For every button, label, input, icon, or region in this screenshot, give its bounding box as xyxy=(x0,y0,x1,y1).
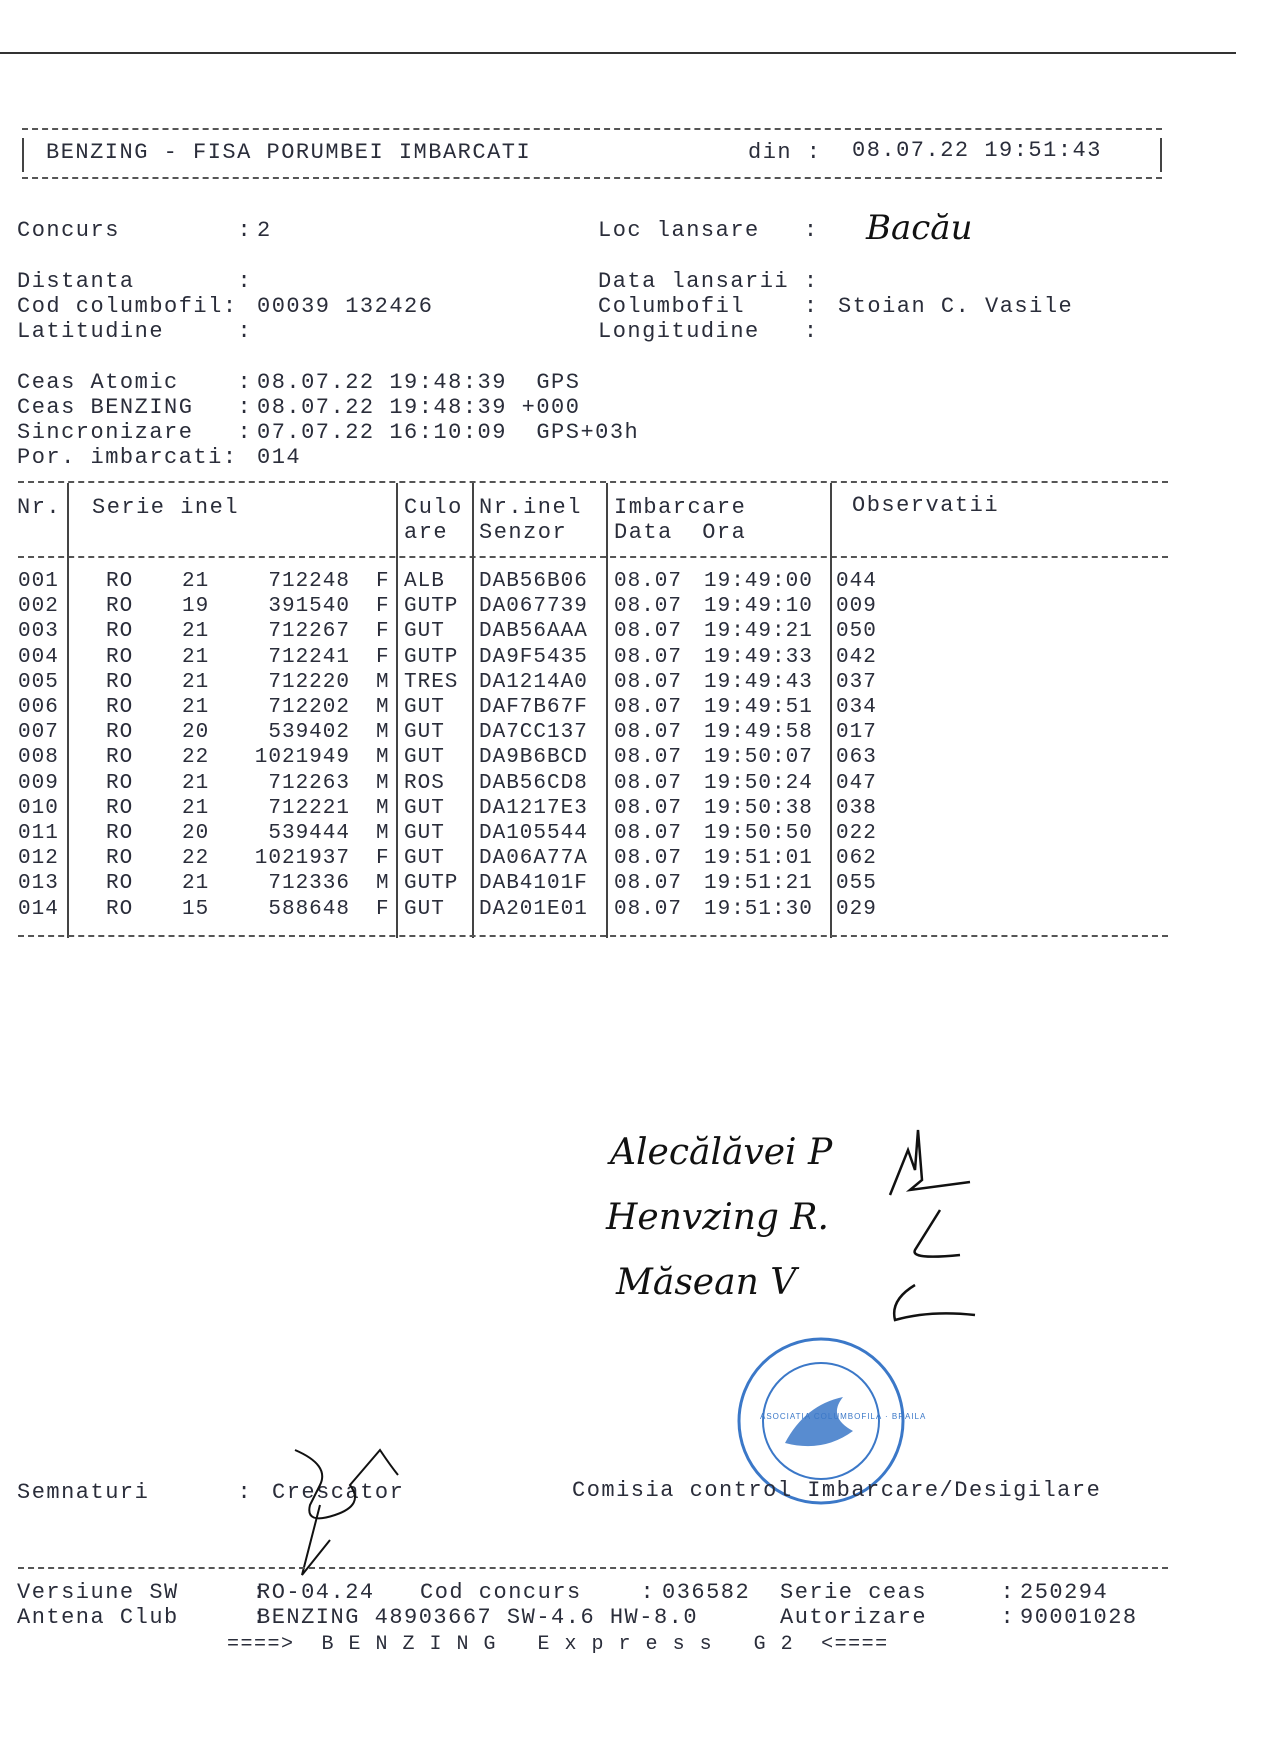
cell-ora: 19:50:07 xyxy=(704,746,813,770)
cell-ora: 19:51:21 xyxy=(704,872,813,896)
cod-concurs-label: Cod concurs : xyxy=(420,1580,656,1605)
columbofil-value: Stoian C. Vasile xyxy=(838,294,1074,319)
cell-ora: 19:50:38 xyxy=(704,796,813,820)
cell-obs: 037 xyxy=(836,670,877,694)
top-rule xyxy=(0,52,1236,54)
cell-tara: RO xyxy=(106,822,134,845)
cell-culoare: GUT xyxy=(404,822,445,845)
col-header-nr-inel: Nr.inel xyxy=(479,495,582,520)
cell-sex: M xyxy=(376,822,390,845)
handwritten-name-2: Henvzing R. xyxy=(606,1197,829,1238)
cell-nr: 013 xyxy=(18,872,59,896)
cell-obs: 050 xyxy=(836,620,877,644)
cell-inel: 539444 xyxy=(268,822,350,845)
cell-culoare: GUT xyxy=(404,796,445,820)
cell-tara: RO xyxy=(106,872,134,896)
cell-ora: 19:49:10 xyxy=(704,595,813,619)
cell-nr: 009 xyxy=(18,771,59,795)
cell-data: 08.07 xyxy=(614,670,683,694)
cell-senzor: DA201E01 xyxy=(479,897,588,921)
cell-nr: 004 xyxy=(18,645,59,669)
cell-sex: M xyxy=(376,696,390,719)
cell-inel: 712202 xyxy=(268,696,350,719)
cell-an: 20 xyxy=(182,721,210,745)
cell-sex: M xyxy=(376,721,390,745)
cell-sex: F xyxy=(376,645,390,669)
cell-ora: 19:50:24 xyxy=(704,771,813,795)
header-box-top xyxy=(22,128,1162,130)
header-din-label: din : xyxy=(748,140,822,165)
cell-inel: 1021949 xyxy=(254,746,350,770)
concurs-value: 2 xyxy=(257,218,272,243)
cell-nr: 008 xyxy=(18,746,59,770)
cell-culoare: GUT xyxy=(404,897,445,921)
cell-sex: M xyxy=(376,872,390,896)
cell-senzor: DA06A77A xyxy=(479,847,588,871)
cell-senzor: DA1214A0 xyxy=(479,670,588,694)
cod-concurs-value: 036582 xyxy=(662,1580,751,1605)
cell-inel: 588648 xyxy=(268,897,350,921)
col-header-observatii: Observatii xyxy=(852,493,1000,518)
col-header-imbarcare: Imbarcare xyxy=(614,495,747,520)
cell-senzor: DA7CC137 xyxy=(479,721,588,745)
cell-an: 21 xyxy=(182,620,210,644)
cell-culoare: GUT xyxy=(404,746,445,770)
cell-tara: RO xyxy=(106,897,134,921)
cell-inel: 712336 xyxy=(268,872,350,896)
crescator-signature xyxy=(290,1445,410,1580)
cod-columbofil-value: 00039 132426 xyxy=(257,294,434,319)
cell-inel: 712248 xyxy=(268,570,350,593)
cell-senzor: DAF7B67F xyxy=(479,696,588,719)
cell-inel: 712241 xyxy=(268,645,350,669)
cell-obs: 009 xyxy=(836,595,877,619)
cell-senzor: DA105544 xyxy=(479,822,588,845)
cell-ora: 19:49:51 xyxy=(704,696,813,719)
cell-nr: 011 xyxy=(18,822,59,845)
por-imbarcati-value: 014 xyxy=(257,445,302,470)
cell-data: 08.07 xyxy=(614,645,683,669)
cell-ora: 19:49:58 xyxy=(704,721,813,745)
cell-nr: 003 xyxy=(18,620,59,644)
cell-data: 08.07 xyxy=(614,721,683,745)
table-bottom-rule xyxy=(18,935,1168,937)
cell-ora: 19:49:00 xyxy=(704,570,813,593)
cell-an: 15 xyxy=(182,897,210,921)
cell-sex: F xyxy=(376,620,390,644)
cell-tara: RO xyxy=(106,796,134,820)
antena-label: Antena Club : xyxy=(17,1605,267,1630)
header-box-bottom xyxy=(22,177,1162,179)
cell-nr: 010 xyxy=(18,796,59,820)
col-sep-5 xyxy=(830,483,832,938)
cell-senzor: DAB56CD8 xyxy=(479,771,588,795)
cell-an: 21 xyxy=(182,872,210,896)
cell-an: 21 xyxy=(182,696,210,719)
por-imbarcati-label: Por. imbarcati: xyxy=(17,445,238,470)
cell-sex: F xyxy=(376,595,390,619)
columbofil-label: Columbofil : xyxy=(598,294,819,319)
cell-inel: 712263 xyxy=(268,771,350,795)
handwritten-name-3: Măsean V xyxy=(616,1262,797,1303)
header-box-left xyxy=(22,138,24,172)
col-sep-3 xyxy=(472,483,474,938)
cell-inel: 391540 xyxy=(268,595,350,619)
cell-culoare: ALB xyxy=(404,570,445,593)
cell-culoare: GUTP xyxy=(404,595,459,619)
cell-an: 21 xyxy=(182,796,210,820)
cell-senzor: DA9F5435 xyxy=(479,645,588,669)
club-stamp-text: ASOCIATIA COLUMBOFILA · BRAILA xyxy=(760,1412,927,1421)
col-sep-4 xyxy=(606,483,608,938)
cell-culoare: GUTP xyxy=(404,872,459,896)
data-lansarii-label: Data lansarii : xyxy=(598,269,819,294)
col-header-senzor: Senzor xyxy=(479,520,568,545)
cell-ora: 19:49:33 xyxy=(704,645,813,669)
cell-data: 08.07 xyxy=(614,771,683,795)
cell-data: 08.07 xyxy=(614,796,683,820)
cell-nr: 006 xyxy=(18,696,59,719)
cell-tara: RO xyxy=(106,645,134,669)
cell-inel: 712267 xyxy=(268,620,350,644)
col-header-are: are xyxy=(404,520,449,545)
cell-an: 22 xyxy=(182,847,210,871)
handwritten-name-1: Alecălăvei P xyxy=(610,1132,833,1173)
cell-sex: F xyxy=(376,847,390,871)
cell-tara: RO xyxy=(106,847,134,871)
cell-data: 08.07 xyxy=(614,847,683,871)
cell-culoare: ROS xyxy=(404,771,445,795)
cell-data: 08.07 xyxy=(614,897,683,921)
cell-nr: 007 xyxy=(18,721,59,745)
cell-nr: 001 xyxy=(18,570,59,593)
cell-data: 08.07 xyxy=(614,696,683,719)
cell-obs: 062 xyxy=(836,847,877,871)
cell-tara: RO xyxy=(106,570,134,593)
col-header-data-ora: Data Ora xyxy=(614,520,747,545)
cell-senzor: DA9B6BCD xyxy=(479,746,588,770)
ceas-benzing-value: 08.07.22 19:48:39 +000 xyxy=(257,395,581,420)
cell-nr: 002 xyxy=(18,595,59,619)
cell-tara: RO xyxy=(106,746,134,770)
cell-senzor: DAB4101F xyxy=(479,872,588,896)
cell-inel: 1021937 xyxy=(254,847,350,871)
cell-tara: RO xyxy=(106,771,134,795)
cell-obs: 063 xyxy=(836,746,877,770)
cell-sex: M xyxy=(376,771,390,795)
cell-nr: 012 xyxy=(18,847,59,871)
cell-nr: 005 xyxy=(18,670,59,694)
cell-data: 08.07 xyxy=(614,595,683,619)
cell-inel: 712220 xyxy=(268,670,350,694)
cell-inel: 539402 xyxy=(268,721,350,745)
cell-obs: 034 xyxy=(836,696,877,719)
cell-an: 19 xyxy=(182,595,210,619)
cell-ora: 19:51:01 xyxy=(704,847,813,871)
cell-culoare: GUT xyxy=(404,847,445,871)
cell-sex: M xyxy=(376,670,390,694)
col-sep-2 xyxy=(396,483,398,938)
cell-sex: M xyxy=(376,746,390,770)
header-datetime: 08.07.22 19:51:43 xyxy=(852,138,1102,163)
cell-obs: 017 xyxy=(836,721,877,745)
cell-culoare: GUT xyxy=(404,721,445,745)
cod-columbofil-label: Cod columbofil: xyxy=(17,294,238,319)
cell-obs: 055 xyxy=(836,872,877,896)
cell-tara: RO xyxy=(106,721,134,745)
loc-lansare-value: Bacău xyxy=(866,208,973,248)
cell-ora: 19:49:43 xyxy=(704,670,813,694)
ceas-atomic-label: Ceas Atomic : xyxy=(17,370,253,395)
concurs-label: Concurs : xyxy=(17,218,253,243)
cell-an: 22 xyxy=(182,746,210,770)
cell-obs: 029 xyxy=(836,897,877,921)
antena-value: BENZING 48903667 SW-4.6 HW-8.0 xyxy=(257,1605,699,1630)
cell-senzor: DA1217E3 xyxy=(479,796,588,820)
col-header-nr: Nr. xyxy=(17,495,62,520)
semnaturi-label: Semnaturi : xyxy=(17,1480,253,1505)
cell-culoare: GUTP xyxy=(404,645,459,669)
cell-obs: 044 xyxy=(836,570,877,593)
cell-ora: 19:49:21 xyxy=(704,620,813,644)
serie-ceas-label: Serie ceas : xyxy=(780,1580,1016,1605)
cell-culoare: GUT xyxy=(404,696,445,719)
cell-inel: 712221 xyxy=(268,796,350,820)
table-header-rule xyxy=(18,556,1168,558)
cell-obs: 047 xyxy=(836,771,877,795)
table-top-rule xyxy=(18,481,1168,483)
header-box-right xyxy=(1160,138,1162,172)
latitudine-label: Latitudine : xyxy=(17,319,253,344)
col-sep-1 xyxy=(67,483,69,938)
crescator-label: Crescator xyxy=(272,1480,405,1505)
longitudine-label: Longitudine : xyxy=(598,319,819,344)
cell-culoare: GUT xyxy=(404,620,445,644)
document-title: BENZING - FISA PORUMBEI IMBARCATI xyxy=(46,140,532,165)
cell-an: 21 xyxy=(182,570,210,593)
cell-ora: 19:50:50 xyxy=(704,822,813,845)
cell-ora: 19:51:30 xyxy=(704,897,813,921)
cell-data: 08.07 xyxy=(614,620,683,644)
cell-an: 21 xyxy=(182,645,210,669)
commission-signatures xyxy=(870,1110,990,1340)
footer-rule xyxy=(18,1567,1168,1569)
sincronizare-value: 07.07.22 16:10:09 GPS+03h xyxy=(257,420,640,445)
cell-an: 21 xyxy=(182,670,210,694)
cell-tara: RO xyxy=(106,670,134,694)
cell-sex: F xyxy=(376,897,390,921)
cell-obs: 038 xyxy=(836,796,877,820)
cell-an: 21 xyxy=(182,771,210,795)
cell-data: 08.07 xyxy=(614,822,683,845)
versiune-value: RO-04.24 xyxy=(257,1580,375,1605)
autorizare-label: Autorizare : xyxy=(780,1605,1016,1630)
col-header-culo: Culo xyxy=(404,495,463,520)
cell-sex: F xyxy=(376,570,390,593)
cell-senzor: DAB56AAA xyxy=(479,620,588,644)
cell-data: 08.07 xyxy=(614,570,683,593)
cell-an: 20 xyxy=(182,822,210,845)
cell-data: 08.07 xyxy=(614,746,683,770)
cell-tara: RO xyxy=(106,620,134,644)
cell-tara: RO xyxy=(106,696,134,719)
cell-sex: M xyxy=(376,796,390,820)
cell-tara: RO xyxy=(106,595,134,619)
loc-lansare-label: Loc lansare : xyxy=(598,218,819,243)
cell-obs: 022 xyxy=(836,822,877,845)
comisia-label: Comisia control Imbarcare/Desigilare xyxy=(572,1478,1102,1503)
col-header-serie: Serie inel xyxy=(92,495,240,520)
benzing-banner: ====> B E N Z I N G E x p r e s s G 2 <==== xyxy=(227,1633,889,1656)
ceas-benzing-label: Ceas BENZING : xyxy=(17,395,253,420)
cell-culoare: TRES xyxy=(404,670,459,694)
cell-data: 08.07 xyxy=(614,872,683,896)
cell-senzor: DAB56B06 xyxy=(479,570,588,593)
sincronizare-label: Sincronizare : xyxy=(17,420,253,445)
cell-obs: 042 xyxy=(836,645,877,669)
cell-senzor: DA067739 xyxy=(479,595,588,619)
ceas-atomic-value: 08.07.22 19:48:39 GPS xyxy=(257,370,581,395)
autorizare-value: 90001028 xyxy=(1020,1605,1138,1630)
serie-ceas-value: 250294 xyxy=(1020,1580,1109,1605)
cell-nr: 014 xyxy=(18,897,59,921)
distanta-label: Distanta : xyxy=(17,269,253,294)
versiune-label: Versiune SW : xyxy=(17,1580,267,1605)
